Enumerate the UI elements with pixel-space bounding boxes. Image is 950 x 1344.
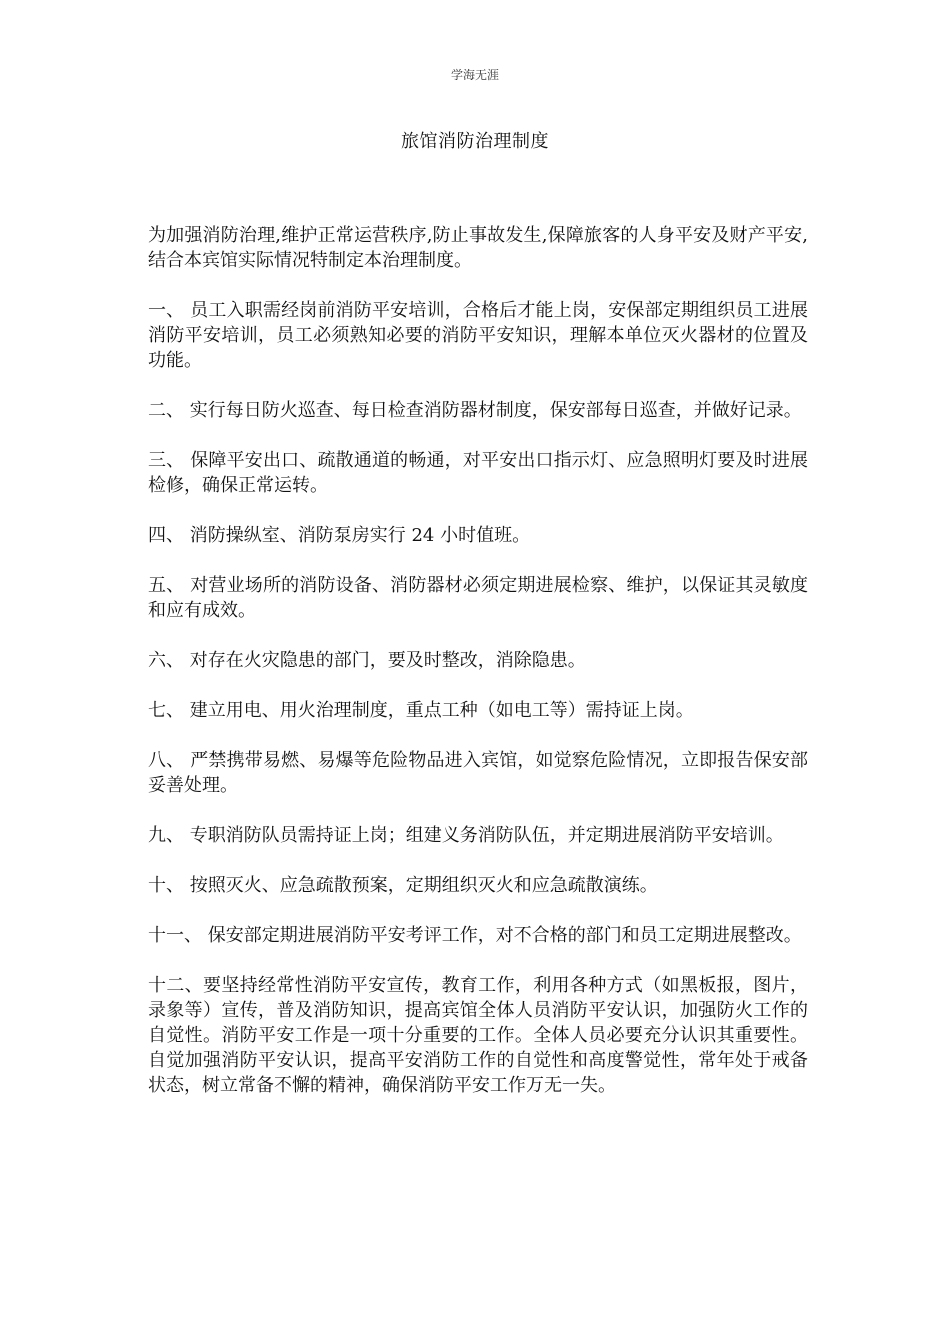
rule-4-paragraph: 四、 消防操纵室、消防泵房实行 24 小时值班。 — [148, 525, 531, 546]
document-body — [148, 223, 808, 1123]
intro-paragraph: 为加强消防治理,维护正常运营秩序,防止事故发生,保障旅客的人身平安及财产平安,结合本宾馆实际情况特制定本治理制度。 — [148, 225, 808, 271]
rule-9-paragraph: 九、 专职消防队员需持证上岗；组建义务消防队伍，并定期进展消防平安培训。 — [148, 825, 784, 846]
rule-10-paragraph: 十、 按照灭火、应急疏散预案，定期组织灭火和应急疏散演练。 — [148, 875, 658, 896]
rule-1-paragraph: 一、 员工入职需经岗前消防平安培训，合格后才能上岗，安保部定期组织员工进展消防平安培训，员工必须熟知必要的消防平安知识，理解本单位灭火器材的位置及功能。 — [148, 300, 808, 371]
rule-7-paragraph: 七、 建立用电、用火治理制度，重点工种（如电工等）需持证上岗。 — [148, 700, 694, 721]
rule-11-paragraph: 十一、 保安部定期进展消防平安考评工作，对不合格的部门和员工定期进展整改。 — [148, 925, 802, 946]
rule-5-paragraph: 五、 对营业场所的消防设备、消防器材必须定期进展检察、维护，以保证其灵敏度和应有成效。 — [148, 575, 808, 621]
document-title: 旅馆消防治理制度 — [401, 131, 549, 152]
page-header: 学海无涯 — [450, 68, 499, 82]
rule-12-paragraph: 十二、要坚持经常性消防平安宣传，教育工作，利用各种方式（如黑板报，图片，录象等）宣传，普及消防知识，提高宾馆全体人员消防平安认识，加强防火工作的自觉性。消防平安工作是一项十分重要的工作。全体人员必要充分认识其重要性。自觉加强消防平安认识，提高平安消防工作的自觉性和高度警觉性，常年处于戒备状态，树立常备不懈的精神，确保消防平安工作万无一失。 — [148, 975, 808, 1096]
rule-8-paragraph: 八、 严禁携带易燃、易爆等危险物品进入宾馆，如觉察危险情况，立即报告保安部妥善处理。 — [148, 750, 808, 796]
rule-3-paragraph: 三、 保障平安出口、疏散通道的畅通，对平安出口指示灯、应急照明灯要及时进展检修，确保正常运转。 — [148, 450, 808, 496]
rule-2-paragraph: 二、 实行每日防火巡查、每日检查消防器材制度，保安部每日巡查，并做好记录。 — [148, 400, 802, 421]
rule-6-paragraph: 六、 对存在火灾隐患的部门，要及时整改，消除隐患。 — [148, 650, 586, 671]
